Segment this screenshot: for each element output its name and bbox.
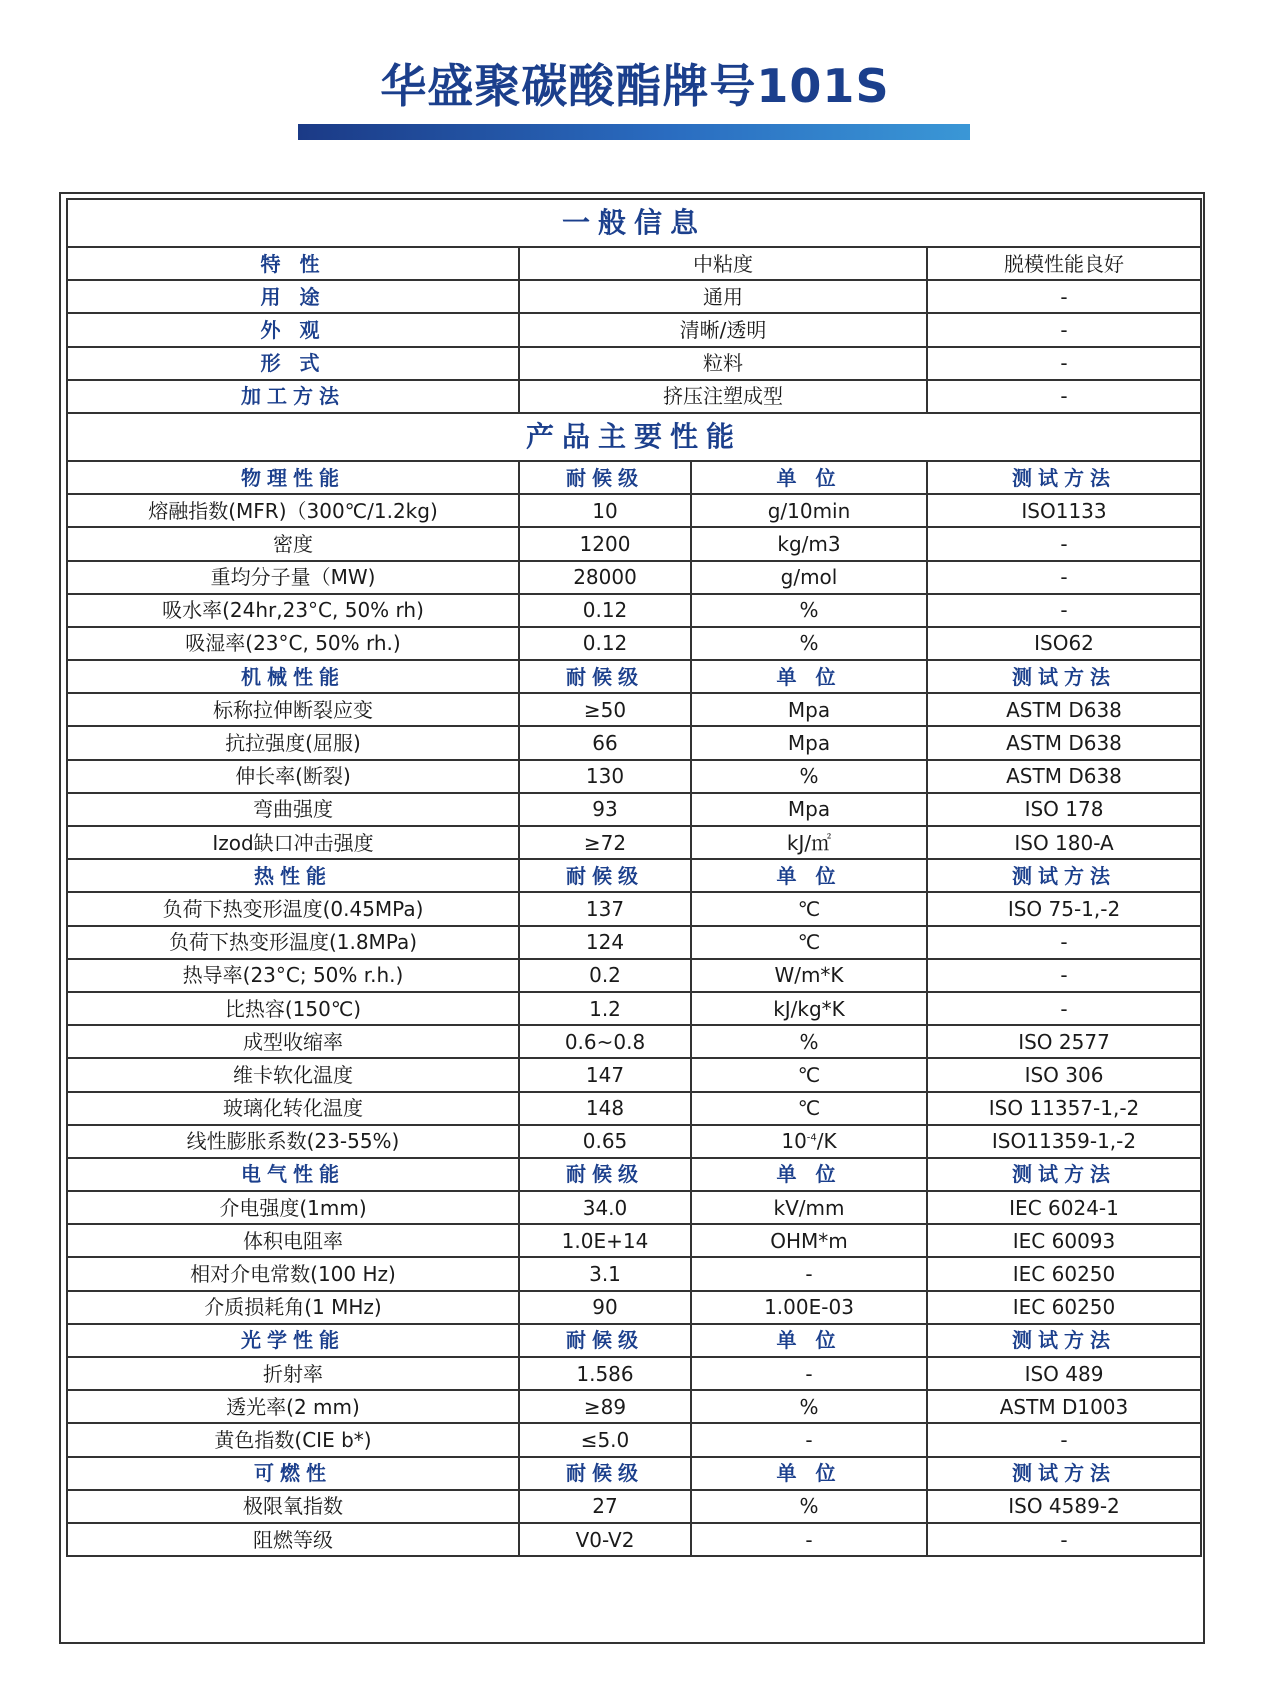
group-name: 物理性能 [67,461,519,494]
column-header-method: 测试方法 [927,859,1201,892]
property-test-method: ISO 2577 [927,1025,1201,1058]
property-test-method: ISO11359-1,-2 [927,1125,1201,1158]
property-row [67,561,1201,594]
property-unit: % [691,627,927,660]
property-unit: % [691,760,927,793]
property-name: 介质损耗角(1 MHz) [67,1291,519,1324]
general-info-value: 清晰/透明 [519,313,927,346]
property-value: 66 [519,726,691,759]
property-name: 弯曲强度 [67,793,519,826]
property-value: 147 [519,1058,691,1091]
general-info-label: 特 性 [67,247,519,280]
property-test-method: ISO 178 [927,793,1201,826]
property-unit: ℃ [691,1058,927,1091]
general-info-row [67,380,1201,413]
column-header-grade: 耐候级 [519,461,691,494]
property-unit: % [691,594,927,627]
general-info-extra: - [927,347,1201,380]
property-name: 吸湿率(23°C, 50% rh.) [67,627,519,660]
property-value: 130 [519,760,691,793]
property-name: 吸水率(24hr,23°C, 50% rh) [67,594,519,627]
property-test-method: - [927,561,1201,594]
property-name: 伸长率(断裂) [67,760,519,793]
property-row [67,527,1201,560]
property-test-method: IEC 60093 [927,1224,1201,1257]
property-value: 90 [519,1291,691,1324]
column-header-unit: 单 位 [691,859,927,892]
property-row [67,1257,1201,1290]
property-value: ≥89 [519,1390,691,1423]
property-value: 148 [519,1092,691,1125]
general-info-label: 形 式 [67,347,519,380]
property-name: 介电强度(1mm) [67,1191,519,1224]
property-row [67,1125,1201,1158]
general-info-value: 粒料 [519,347,927,380]
property-test-method: ASTM D1003 [927,1390,1201,1423]
general-info-label: 外 观 [67,313,519,346]
column-header-unit: 单 位 [691,1457,927,1490]
performance-heading: 产品主要性能 [67,413,1201,461]
property-value: 1.0E+14 [519,1224,691,1257]
property-name: 重均分子量（MW) [67,561,519,594]
property-unit: 1.00E-03 [691,1291,927,1324]
property-row [67,992,1201,1025]
title-underline-bar [298,124,970,140]
spec-table-body [67,199,1201,1556]
group-header-row [67,1324,1201,1357]
property-test-method: - [927,992,1201,1025]
group-name: 机械性能 [67,660,519,693]
property-test-method: ISO 306 [927,1058,1201,1091]
column-header-method: 测试方法 [927,1457,1201,1490]
property-unit: OHM*m [691,1224,927,1257]
property-row [67,760,1201,793]
property-value: 1.2 [519,992,691,1025]
column-header-grade: 耐候级 [519,1457,691,1490]
property-row [67,494,1201,527]
property-row [67,826,1201,859]
property-value: 34.0 [519,1191,691,1224]
property-value: 124 [519,926,691,959]
column-header-unit: 单 位 [691,1158,927,1191]
property-test-method: ASTM D638 [927,726,1201,759]
column-header-grade: 耐候级 [519,1324,691,1357]
general-info-value: 挤压注塑成型 [519,380,927,413]
property-name: 体积电阻率 [67,1224,519,1257]
column-header-method: 测试方法 [927,461,1201,494]
property-unit: % [691,1390,927,1423]
property-unit: ℃ [691,926,927,959]
property-row [67,1191,1201,1224]
property-unit: Mpa [691,726,927,759]
column-header-method: 测试方法 [927,1324,1201,1357]
property-value: 0.12 [519,594,691,627]
property-row [67,1490,1201,1523]
property-row [67,926,1201,959]
property-value: 27 [519,1490,691,1523]
group-name: 可燃性 [67,1457,519,1490]
property-row [67,892,1201,925]
property-name: Izod缺口冲击强度 [67,826,519,859]
property-row [67,627,1201,660]
page-title: 华盛聚碳酸酯牌号101S [380,59,890,113]
property-name: 熔融指数(MFR)（300℃/1.2kg) [67,494,519,527]
general-info-value: 通用 [519,280,927,313]
column-header-method: 测试方法 [927,1158,1201,1191]
property-unit: $10^{-4}/K$ [691,1125,927,1158]
property-value: 0.2 [519,959,691,992]
unit-exponent: -4 [806,1132,817,1144]
property-row [67,959,1201,992]
property-row [67,1025,1201,1058]
property-value: 3.1 [519,1257,691,1290]
general-info-label: 用 途 [67,280,519,313]
property-unit: kV/mm [691,1191,927,1224]
property-test-method: - [927,1523,1201,1556]
general-info-heading: 一般信息 [67,199,1201,247]
column-header-method: 测试方法 [927,660,1201,693]
property-unit: - [691,1523,927,1556]
property-unit: W/m*K [691,959,927,992]
property-value: ≥50 [519,693,691,726]
general-info-extra: 脱模性能良好 [927,247,1201,280]
property-value: 0.12 [519,627,691,660]
property-name: 密度 [67,527,519,560]
property-test-method: ISO 75-1,-2 [927,892,1201,925]
property-unit: g/mol [691,561,927,594]
property-name: 标称拉伸断裂应变 [67,693,519,726]
property-row [67,594,1201,627]
group-header-row [67,461,1201,494]
property-name: 黄色指数(CIE b*) [67,1423,519,1456]
property-test-method: IEC 60250 [927,1291,1201,1324]
property-test-method: IEC 60250 [927,1257,1201,1290]
general-info-row [67,347,1201,380]
property-row [67,1092,1201,1125]
property-row [67,1423,1201,1456]
property-row [67,1390,1201,1423]
general-info-extra: - [927,280,1201,313]
property-unit: ℃ [691,892,927,925]
column-header-grade: 耐候级 [519,1158,691,1191]
property-name: 极限氧指数 [67,1490,519,1523]
general-info-row [67,247,1201,280]
general-info-row [67,313,1201,346]
property-unit: - [691,1257,927,1290]
property-unit: % [691,1490,927,1523]
property-test-method: - [927,527,1201,560]
performance-header-row [67,413,1201,461]
property-test-method: - [927,594,1201,627]
general-info-extra: - [927,380,1201,413]
property-name: 维卡软化温度 [67,1058,519,1091]
property-test-method: ASTM D638 [927,693,1201,726]
property-name: 线性膨胀系数(23-55%) [67,1125,519,1158]
property-row [67,1224,1201,1257]
property-unit: g/10min [691,494,927,527]
group-header-row [67,1457,1201,1490]
property-test-method: ISO 4589-2 [927,1490,1201,1523]
property-value: 1.586 [519,1357,691,1390]
property-name: 热导率(23°C; 50% r.h.) [67,959,519,992]
property-unit: - [691,1357,927,1390]
property-test-method: ISO62 [927,627,1201,660]
property-test-method: IEC 6024-1 [927,1191,1201,1224]
column-header-grade: 耐候级 [519,660,691,693]
property-name: 负荷下热变形温度(0.45MPa) [67,892,519,925]
property-value: ≤5.0 [519,1423,691,1456]
property-name: 成型收缩率 [67,1025,519,1058]
column-header-grade: 耐候级 [519,859,691,892]
spec-table [66,198,1202,1557]
property-test-method: ASTM D638 [927,760,1201,793]
property-unit: ℃ [691,1092,927,1125]
property-name: 负荷下热变形温度(1.8MPa) [67,926,519,959]
property-value: 93 [519,793,691,826]
group-name: 热性能 [67,859,519,892]
property-name: 折射率 [67,1357,519,1390]
property-name: 比热容(150℃) [67,992,519,1025]
property-unit: kJ/㎡ [691,826,927,859]
general-info-header-row [67,199,1201,247]
property-unit: % [691,1025,927,1058]
property-row [67,1357,1201,1390]
property-value: 0.65 [519,1125,691,1158]
general-info-label: 加工方法 [67,380,519,413]
column-header-unit: 单 位 [691,461,927,494]
property-value: 28000 [519,561,691,594]
property-row [67,726,1201,759]
property-test-method: ISO1133 [927,494,1201,527]
property-test-method: ISO 180-A [927,826,1201,859]
property-unit: - [691,1423,927,1456]
property-value: 10 [519,494,691,527]
group-header-row [67,660,1201,693]
property-test-method: - [927,1423,1201,1456]
property-unit: Mpa [691,693,927,726]
property-value: V0-V2 [519,1523,691,1556]
property-row [67,693,1201,726]
property-unit: kJ/kg*K [691,992,927,1025]
group-name: 光学性能 [67,1324,519,1357]
property-row [67,1523,1201,1556]
column-header-unit: 单 位 [691,660,927,693]
property-value: ≥72 [519,826,691,859]
property-name: 玻璃化转化温度 [67,1092,519,1125]
property-value: 0.6~0.8 [519,1025,691,1058]
property-name: 抗拉强度(屈服) [67,726,519,759]
property-row [67,793,1201,826]
group-name: 电气性能 [67,1158,519,1191]
property-value: 1200 [519,527,691,560]
property-row [67,1058,1201,1091]
general-info-row [67,280,1201,313]
property-test-method: - [927,926,1201,959]
property-name: 阻燃等级 [67,1523,519,1556]
property-name: 相对介电常数(100 Hz) [67,1257,519,1290]
property-row [67,1291,1201,1324]
property-test-method: ISO 489 [927,1357,1201,1390]
property-name: 透光率(2 mm) [67,1390,519,1423]
property-unit: Mpa [691,793,927,826]
group-header-row [67,859,1201,892]
column-header-unit: 单 位 [691,1324,927,1357]
general-info-extra: - [927,313,1201,346]
property-unit: kg/m3 [691,527,927,560]
property-test-method: ISO 11357-1,-2 [927,1092,1201,1125]
group-header-row [67,1158,1201,1191]
property-value: 137 [519,892,691,925]
property-test-method: - [927,959,1201,992]
general-info-value: 中粘度 [519,247,927,280]
